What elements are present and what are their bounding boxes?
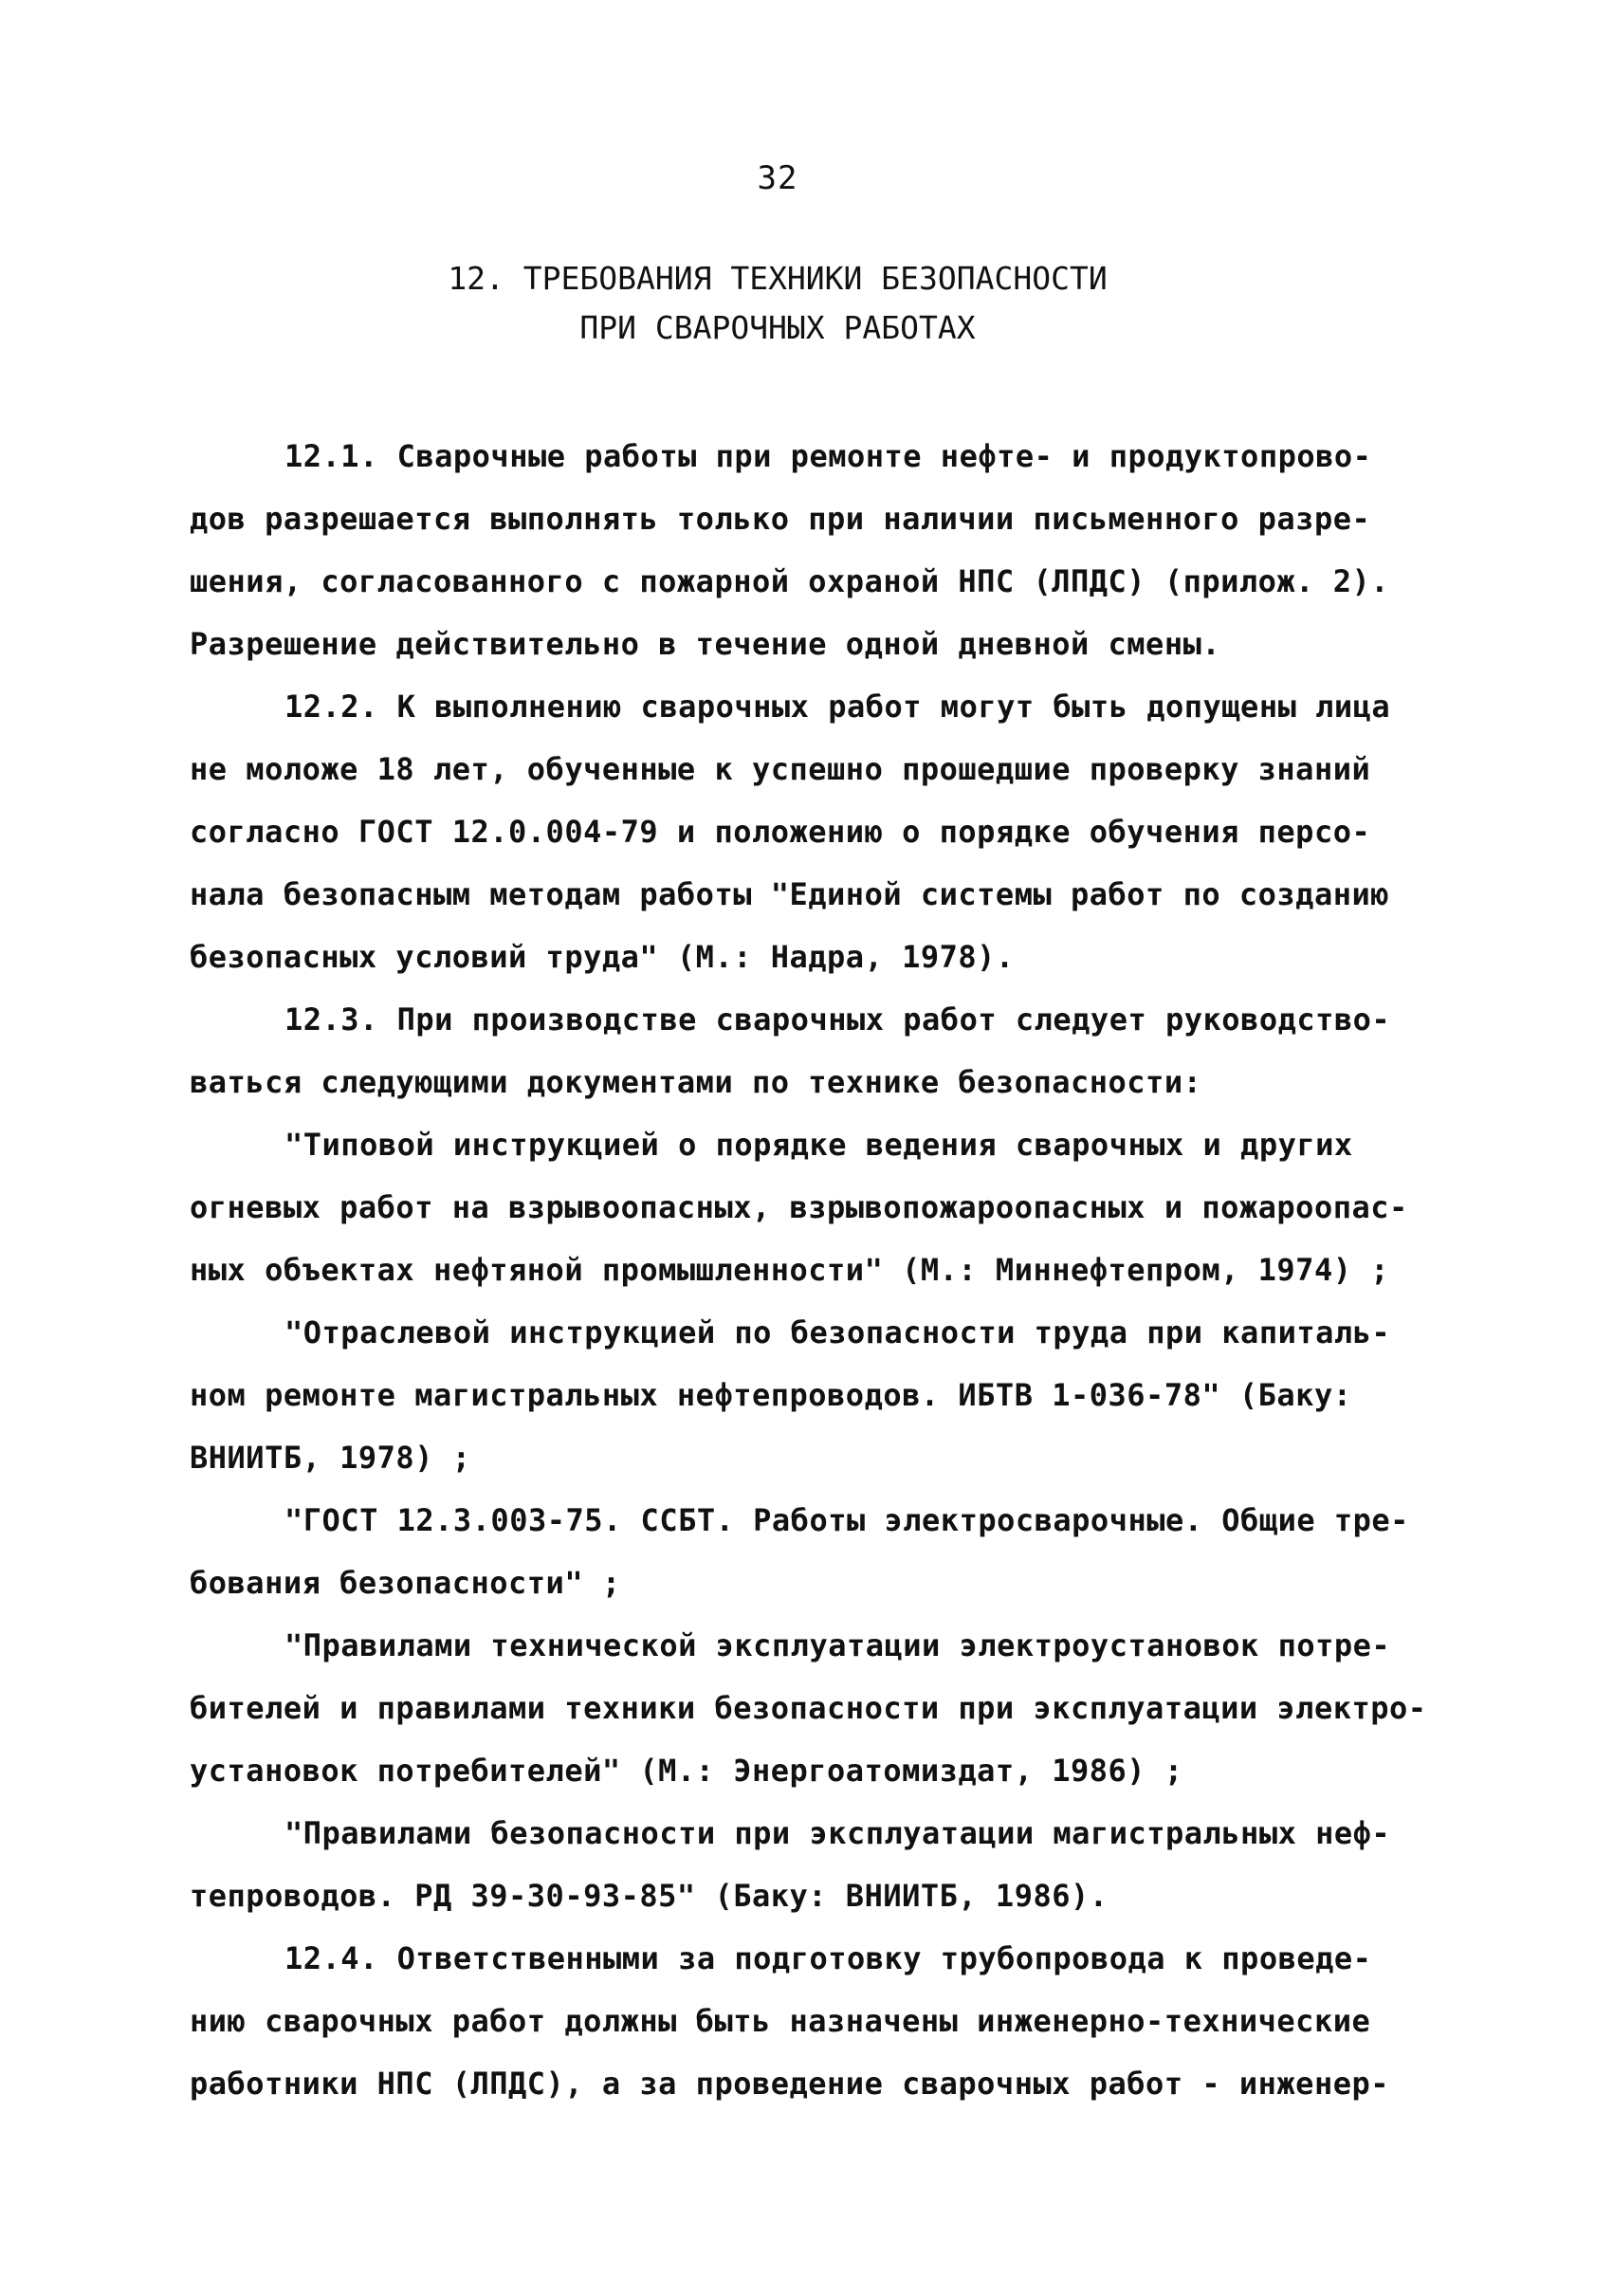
document-list-item-line: огневых работ на взрывоопасных, взрывопожароопасных и пожароопас- xyxy=(190,1189,1408,1225)
page-number: 32 xyxy=(757,159,798,197)
section-title-line-2: ПРИ СВАРОЧНЫХ РАБОТАХ xyxy=(579,309,976,346)
paragraph-12-2-line: нала безопасным методам работы "Единой системы работ по созданию xyxy=(190,876,1389,912)
section-title-line-1: 12. ТРЕБОВАНИЯ ТЕХНИКИ БЕЗОПАСНОСТИ xyxy=(448,260,1108,297)
document-list-item-line: "ГОСТ 12.3.003-75. ССБТ. Работы электросварочные. Общие тре- xyxy=(284,1502,1409,1538)
document-list-item-line: "Отраслевой инструкцией по безопасности труда при капиталь- xyxy=(284,1314,1391,1350)
document-list-item-line: бования безопасности" ; xyxy=(190,1565,621,1601)
document-list-item-line: "Правилами технической эксплуатации электроустановок потре- xyxy=(284,1627,1391,1663)
document-list-item-line: "Правилами безопасности при эксплуатации магистральных неф- xyxy=(284,1815,1391,1851)
document-list-item-line: ном ремонте магистральных нефтепроводов. ИБТВ 1-036-78" (Баку: xyxy=(190,1377,1352,1413)
paragraph-12-4-line: 12.4. Ответственными за подготовку трубопровода к проведе- xyxy=(284,1940,1372,1976)
document-list-item-line: установок потребителей" (М.: Энергоатомиздат, 1986) ; xyxy=(190,1753,1183,1789)
paragraph-12-2-line: согласно ГОСТ 12.0.004-79 и положению о порядке обучения персо- xyxy=(190,814,1371,850)
paragraph-12-2-line: не моложе 18 лет, обученные к успешно прошедшие проверку знаний xyxy=(190,751,1371,787)
body-text xyxy=(190,425,1427,2115)
document-list-item-line: ВНИИТБ, 1978) ; xyxy=(190,1440,471,1476)
paragraph-12-1-line: Разрешение действительно в течение одной дневной смены. xyxy=(190,626,1221,662)
document-list-item-line: тепроводов. РД 39-30-93-85" (Баку: ВНИИТБ, 1986). xyxy=(190,1878,1109,1914)
paragraph-12-2-line: безопасных условий труда" (М.: Надра, 1978). xyxy=(190,939,1015,975)
document-list-item-line: "Типовой инструкцией о порядке ведения сварочных и других xyxy=(284,1127,1353,1163)
paragraph-12-2-line: 12.2. К выполнению сварочных работ могут быть допущены лица xyxy=(284,689,1391,725)
paragraph-12-4-line: работники НПС (ЛПДС), а за проведение сварочных работ - инженер- xyxy=(190,2066,1389,2102)
paragraph-12-1-line: 12.1. Сварочные работы при ремонте нефте- и продуктопрово- xyxy=(284,438,1372,474)
paragraph-12-3-line: 12.3. При производстве сварочных работ следует руководство- xyxy=(284,1001,1391,1038)
paragraph-12-1-line: шения, согласованного с пожарной охраной НПС (ЛПДС) (прилож. 2). xyxy=(190,563,1389,599)
paragraph-12-1-line: дов разрешается выполнять только при наличии письменного разре- xyxy=(190,501,1371,537)
section-title xyxy=(0,254,1555,353)
paragraph-12-3-line: ваться следующими документами по технике безопасности: xyxy=(190,1064,1202,1100)
paragraph-12-4-line: нию сварочных работ должны быть назначены инженерно-технические xyxy=(190,2003,1371,2039)
document-list-item-line: бителей и правилами техники безопасности при эксплуатации электро- xyxy=(190,1690,1427,1726)
document-list-item-line: ных объектах нефтяной промышленности" (М.: Миннефтепром, 1974) ; xyxy=(190,1252,1389,1288)
